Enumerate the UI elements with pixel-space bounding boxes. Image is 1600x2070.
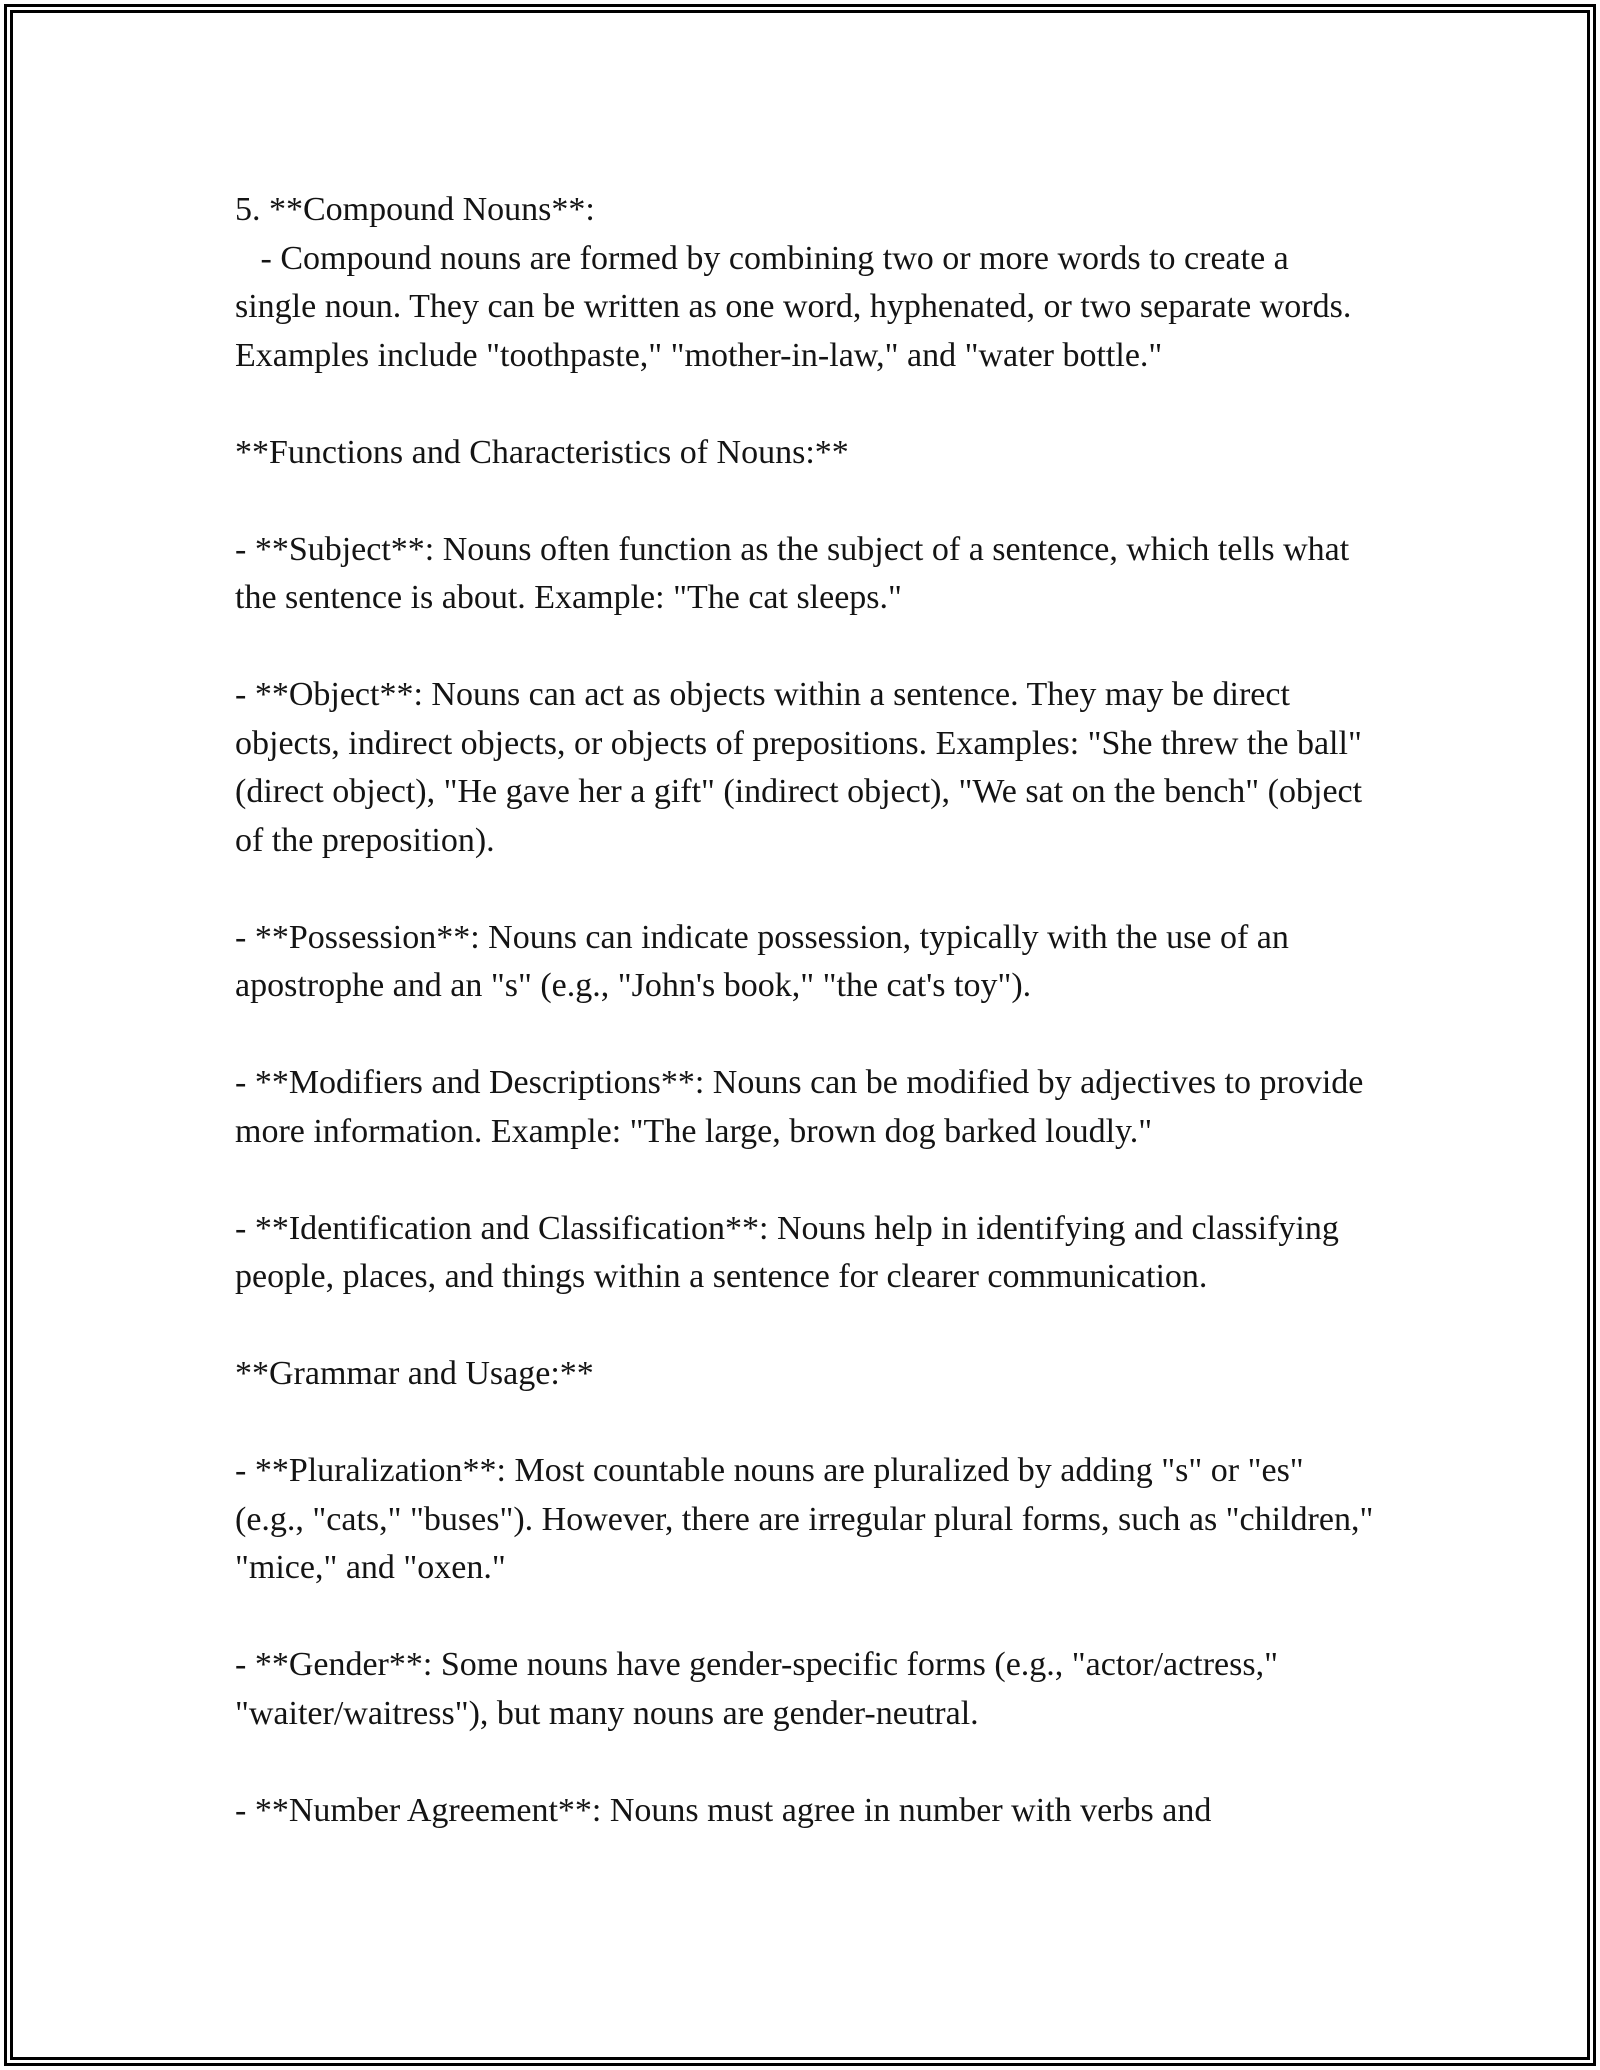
subject-paragraph: - **Subject**: Nouns often function as the subject of a sentence, which tells what the sentence is about. Example: "The cat sleeps." <box>235 530 1358 616</box>
pluralization-paragraph: - **Pluralization**: Most countable nouns are pluralized by adding "s" or "es" (e.g., "cats," "buses"). However, there are irregular plural forms, such as "children," "mice," and "oxen." <box>235 1452 1382 1586</box>
possession-paragraph: - **Possession**: Nouns can indicate possession, typically with the use of an apostrophe and an "s" (e.g., "John's book," "the cat's toy"). <box>235 918 1298 1004</box>
identification-paragraph: - **Identification and Classification**: Nouns help in identifying and classifying people, places, and things within a sentence for clearer communication. <box>235 1209 1348 1295</box>
grammar-heading: **Grammar and Usage:** <box>235 1355 594 1392</box>
modifiers-paragraph: - **Modifiers and Descriptions**: Nouns can be modified by adjectives to provide more information. Example: "The large, brown dog barked loudly." <box>235 1064 1372 1150</box>
object-paragraph: - **Object**: Nouns can act as objects within a sentence. They may be direct objects, indirect objects, or objects of prepositions. Examples: "She threw the ball" (direct object), "He gave her a gift" (indirect object), "We sat on the bench" (object of the preposition). <box>235 676 1371 859</box>
functions-heading: **Functions and Characteristics of Nouns:** <box>235 433 849 471</box>
compound-nouns-paragraph: 5. **Compound Nouns**: - Compound nouns are formed by combining two or more words to create a single noun. They can be written as one word, hyphenated, or two separate words. Examples include "toothpaste," "mother-in-law," and "water bottle." <box>235 191 1352 374</box>
document-body <box>235 186 1382 1835</box>
gender-paragraph: - **Gender**: Some nouns have gender-specific forms (e.g., "actor/actress," "waiter/waitress"), but many nouns are gender-neutral. <box>235 1646 1287 1732</box>
number-agreement-paragraph: - **Number Agreement**: Nouns must agree in number with verbs and <box>235 1791 1212 1829</box>
